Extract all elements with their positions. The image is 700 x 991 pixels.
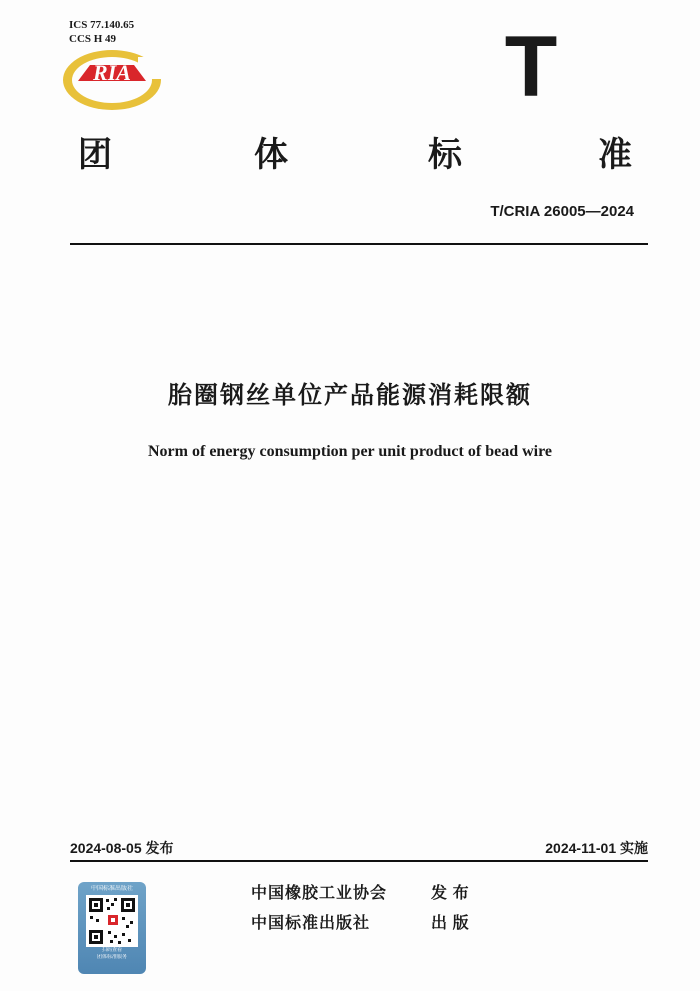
qr-code-pattern	[86, 895, 138, 947]
publisher-role: 发 布	[431, 883, 469, 902]
qr-code	[86, 895, 138, 947]
publisher-role: 出 版	[431, 913, 469, 932]
qr-footer-line: 团体标准服务	[96, 954, 127, 960]
implement-date: 2024-11-01 实施	[545, 840, 648, 856]
publisher-orgs	[251, 878, 387, 938]
doc-type-char: 标	[428, 135, 462, 175]
cria-logo	[60, 47, 164, 113]
doc-type-char: 团	[78, 135, 112, 175]
release-date: 2024-08-05 发布	[70, 840, 174, 856]
top-divider	[70, 243, 648, 245]
doc-type-heading	[78, 133, 648, 177]
publisher-roles	[431, 878, 469, 938]
qr-caption: 中国标准出版社	[90, 886, 133, 892]
logo-text: RIA	[93, 60, 131, 85]
title-english: Norm of energy consumption per unit product of bead wire	[148, 443, 552, 460]
ics-code: ICS 77.140.65	[69, 19, 135, 31]
qr-code-card	[78, 882, 146, 974]
doc-type-char: 体	[254, 135, 288, 175]
classification-codes	[69, 18, 134, 46]
qr-footer-line: 扫码查看	[101, 947, 122, 953]
bottom-divider	[70, 860, 648, 862]
ccs-code: CCS H 49	[69, 33, 117, 45]
standard-code: T/CRIA 26005—2024	[490, 203, 634, 220]
title-chinese: 胎圈钢丝单位产品能源消耗限额	[168, 381, 532, 409]
svg-text:T: T	[504, 30, 558, 102]
standard-type-letter	[502, 30, 560, 102]
doc-type-char: 准	[598, 135, 632, 175]
publisher-org: 中国标准出版社	[251, 913, 371, 932]
publisher-org: 中国橡胶工业协会	[251, 883, 388, 902]
